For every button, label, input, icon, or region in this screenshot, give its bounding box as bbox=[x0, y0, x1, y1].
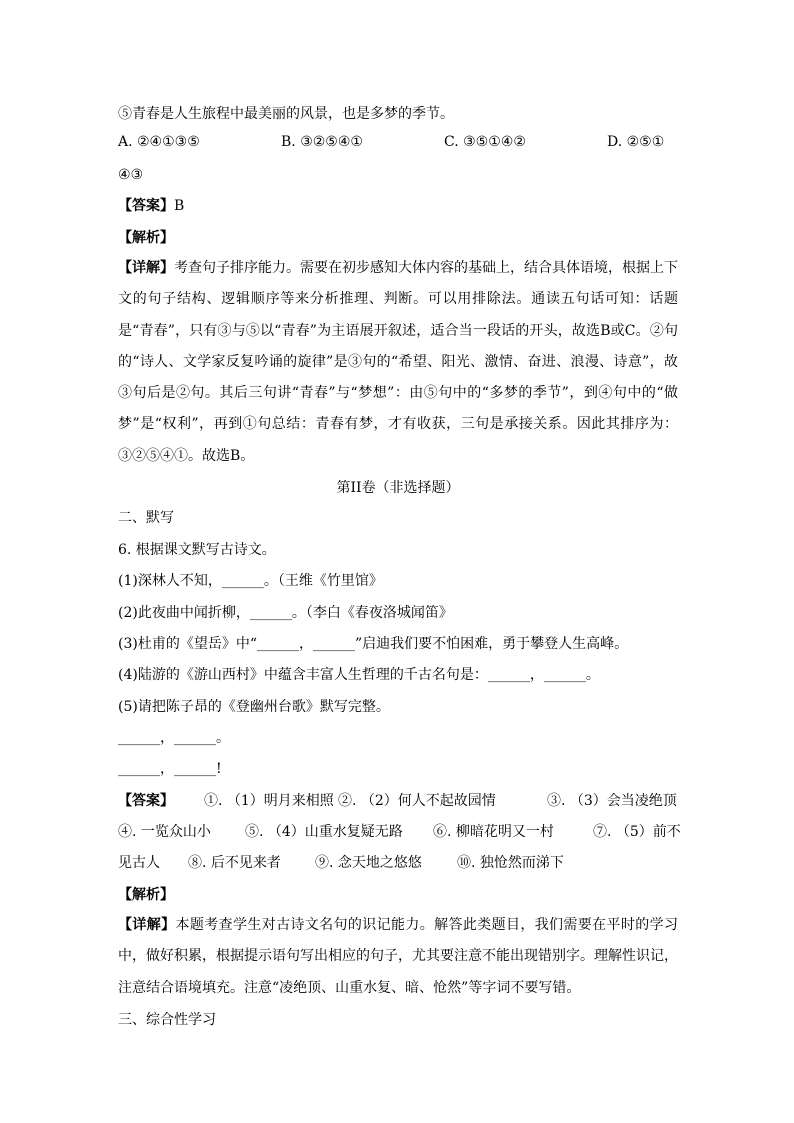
q6-item-5-blank-1: ______，______。 bbox=[118, 730, 230, 746]
q6-item-4: (4)陆游的《游山西村》中蕴含丰富人生哲理的千古名句是：______，______。 bbox=[118, 667, 600, 683]
answer-item: ③. （3）会当凌绝顶 bbox=[547, 793, 677, 809]
answer-value: B bbox=[174, 198, 185, 214]
answer-item: ⑥. 柳暗花明又一村 bbox=[433, 824, 554, 840]
detail-text: 考查句子排序能力。需要在初步感知大体内容的基础上，结合具体语境，根据上下文的句子结构、逻辑顺序等来分析推理、判断。可以用排除法。通读五句话可知：话题是“青春”，只有③与⑤以“青春”为主语展开叙述，适合当一段话的开头，故选B或C。②句的“诗人、文学家反复吟诵的旋律”是③句的“希望、阳光、激情、奋进、浪漫、诗意”，故③句后是②句。其后三句讲“青春”与“梦想”：由⑤句中的“多梦的季节”，到④句中的“做梦”是“权利”，再到①句总结：青春有梦，才有收获，三句是承接关系。因此其排序为：③②⑤④①。故选B。 bbox=[118, 260, 678, 464]
question-6-title: 6. 根据课文默写古诗文。 bbox=[118, 542, 276, 558]
answer-label: 【答案】 bbox=[118, 198, 174, 214]
section-heading-dictation: 二、默写 bbox=[118, 510, 174, 526]
option-d: D. ②⑤① bbox=[607, 134, 665, 150]
section-title: 第II卷（非选择题） bbox=[336, 480, 460, 496]
answer-item: ⑦. （5）前不 bbox=[593, 824, 681, 840]
detail-label: 【详解】 bbox=[118, 917, 176, 933]
answer-item: ⑧. 后不见来者 bbox=[188, 855, 281, 871]
q6-answer-row-3 bbox=[118, 853, 678, 873]
answer-item: 见古人 bbox=[118, 855, 160, 871]
answer-options bbox=[118, 134, 678, 154]
option-a: A. ②④①③⑤ bbox=[118, 134, 200, 150]
detail-text: 本题考查学生对古诗文名句的识记能力。解答此类题目，我们需要在平时的学习中，做好积累，根据提示语句写出相应的句子，尤其要注意不能出现错别字。理解性识记，注意结合语境填充。注意“凌绝顶、山重水复、暗、怆然”等字词不要写错。 bbox=[118, 917, 679, 996]
answer-item: ②. （2）何人不起故园情 bbox=[338, 793, 496, 809]
answer-item: ⑩. 独怆然而涕下 bbox=[457, 855, 564, 871]
option-b: B. ③②⑤④① bbox=[281, 134, 363, 150]
question-item-5: ⑤青春是人生旅程中最美丽的风景，也是多梦的季节。 bbox=[118, 106, 454, 122]
option-d-continued: ④③ bbox=[118, 167, 144, 183]
answer-item: ④. 一览众山小 bbox=[118, 824, 211, 840]
q6-answer-row-2 bbox=[118, 822, 681, 842]
answer-label: 【答案】 bbox=[118, 793, 174, 809]
section-heading-integrated: 三、综合性学习 bbox=[118, 1012, 216, 1028]
q6-answer-row-1 bbox=[118, 791, 678, 811]
q5-detail-paragraph bbox=[118, 253, 678, 472]
q6-item-1: (1)深林人不知，______。（王维《竹里馆》 bbox=[118, 573, 383, 589]
q6-analysis-label: 【解析】 bbox=[118, 887, 174, 903]
option-c: C. ③⑤①④② bbox=[444, 134, 526, 150]
answer-item: ⑤. （4）山重水复疑无路 bbox=[245, 824, 403, 840]
q5-analysis-label: 【解析】 bbox=[118, 230, 174, 246]
answer-item: ⑨. 念天地之悠悠 bbox=[315, 855, 422, 871]
q6-detail-paragraph bbox=[118, 910, 678, 1004]
q6-item-5: (5)请把陈子昂的《登幽州台歌》默写完整。 bbox=[118, 699, 390, 715]
q6-item-2: (2)此夜曲中闻折柳，______。（李白《春夜洛城闻笛》 bbox=[118, 605, 453, 621]
answer-item: ①. （1）明月来相照 bbox=[204, 793, 334, 809]
q6-item-3: (3)杜甫的《望岳》中“______，______”启迪我们要不怕困难，勇于攀登人生高峰。 bbox=[118, 636, 629, 652]
detail-label: 【详解】 bbox=[118, 260, 174, 276]
q5-answer bbox=[118, 196, 678, 216]
q6-item-5-blank-2: ______，______! bbox=[118, 761, 222, 777]
